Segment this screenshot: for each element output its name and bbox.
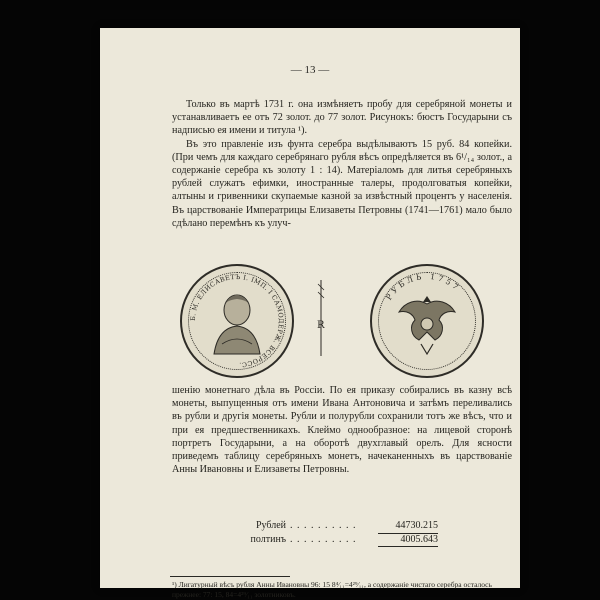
table-row-label: полтинъ — [250, 533, 286, 545]
footnote: ¹) Лигатурный вѣсъ рубля Анны Ивановны 96: 15 8⁴⁄₁₁=4²⁹⁄₁₁, а содержаніе чистаго серебра осталось прежнее: 77: 15, 84=4²⁹⁄₁₁ золотниковъ. — [172, 580, 492, 599]
paragraph-1: Только въ мартѣ 1731 г. она измѣняетъ пробу для серебряной монеты и устанавливаетъ ее отъ 72 золот. до 77 золот. Рисунокъ: бюстъ Государыни съ надписью ея имени и титула ¹). — [172, 99, 512, 137]
table-row-label: Рублей — [255, 520, 286, 531]
table-row-value: 44730.215 — [378, 520, 438, 534]
coin-obverse-legend: Б. М. ЕЛИСАВЕТЪ I. IМП. І САМОДЕРЖ. ВСЕРОСС. — [188, 272, 286, 369]
coin-reverse-legend: РУБЛЬ 1757 — [384, 271, 463, 302]
text-block-bottom — [172, 384, 512, 476]
coin-reverse-image — [370, 264, 484, 378]
text-block-top — [172, 98, 512, 230]
table-row-dots: . . . . . . . . . . — [290, 533, 357, 545]
coin-obverse-image — [180, 264, 294, 378]
coin-edge-icon — [308, 278, 334, 358]
coin-illustration — [160, 264, 500, 376]
document-page — [100, 28, 520, 599]
table-row-dots: . . . . . . . . . . — [290, 520, 357, 531]
table-row — [240, 520, 438, 534]
table-row-value: 4005.643 — [378, 534, 438, 548]
footnote-divider — [170, 576, 290, 577]
coin-edge-mark: R — [317, 320, 325, 331]
coin-table — [240, 520, 438, 547]
table-row — [240, 534, 438, 548]
paragraph-2: Въ это правленіе изъ фунта серебра выдѣлываютъ 15 руб. 84 копейки. (При чемъ для каждаго серебрянаго рубля вѣсъ опредѣляется въ 6¹/₁₄ золот., а содержаніе серебра къ золоту 1 : 14). Матеріаломъ для литья серебряныхъ рублей служатъ ефимки, иностранные талеры, продолговатыя копейки, алтыны и гривенники скупаемые казной за извѣстный процентъ у населенія. Въ царствованіе Императрицы Елизаветы Петровны (1741—1761) мало было сдѣлано перемѣнъ къ улуч- — [172, 138, 512, 229]
page-number: — 13 — — [290, 64, 330, 76]
paragraph-3: шенію монетнаго дѣла въ Россіи. По ея приказу собирались въ казну всѣ монеты, выпущенныя отъ имени Ивана Антоновича и затѣмъ переливались въ рубли и другія монеты. Рубли и полурубли сохранили тотъ же вѣсъ, что и при ея предшественникахъ. Клеймо однообразное: на лицевой сторонѣ портретъ Государыни, а на оборотѣ двухглавый орелъ. Для ясности приведемъ таблицу серебряныхъ монетъ, начеканенныхъ въ царствованіе Анны Ивановны и Елизаветы Петровны. — [172, 385, 512, 476]
